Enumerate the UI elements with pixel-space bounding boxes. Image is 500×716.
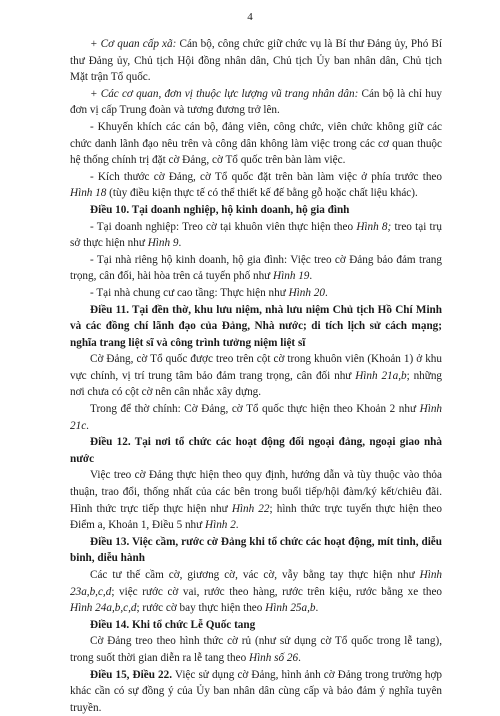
italic-text: Hình 24a,b,c,d bbox=[70, 602, 137, 615]
body-paragraph bbox=[70, 119, 442, 169]
text-run: ; hình thức trực tuyến thực hiện theo Điểm a, Khoản 1, Điều 5 như bbox=[70, 502, 443, 532]
text-run: Cán bộ là chỉ huy đơn vị cấp Trung đoàn và tương đương trở lên. bbox=[70, 87, 443, 117]
italic-text: + Cơ quan cấp xã: bbox=[90, 38, 177, 50]
text-run: Cờ Đảng, cờ Tổ quốc được treo trên cột cờ trong khuôn viên (Khoản 1) ở khu vực chính, vị trí trung tâm bảo đảm trang trọng, cân đối như bbox=[70, 353, 442, 382]
text-run: ; những nơi chưa có cột cờ nên cân nhắc xây dựng. bbox=[70, 369, 443, 399]
italic-text: Hình 23a,b,c,d bbox=[70, 569, 442, 598]
text-run: Các tư thế cầm cờ, giương cờ, vác cờ, vẫy bằng tay thực hiện như bbox=[90, 569, 420, 581]
text-run: . bbox=[235, 519, 239, 532]
text-run: - Tại doanh nghiệp: Treo cờ tại khuôn viên thực hiện theo bbox=[90, 220, 357, 233]
bold-text: Điều 15, Điều 22. bbox=[90, 668, 173, 681]
text-run: Điều 11. Tại đền thờ, khu lưu niệm, nhà lưu niệm Chủ tịch Hồ Chí Minh và các đồng chí lãnh đạo của Đảng, Nhà nước; di tích lịch sử cách mạng; nghĩa trang liệt sĩ và công trình tưởng niệm liệt sĩ bbox=[70, 303, 442, 349]
text-run: . bbox=[86, 419, 89, 432]
document-body bbox=[70, 36, 442, 716]
italic-text: + Các cơ quan, đơn vị thuộc lực lượng vũ trang nhân dân: bbox=[90, 87, 359, 100]
body-paragraph bbox=[70, 36, 442, 86]
body-paragraph bbox=[70, 467, 442, 533]
text-run: . bbox=[315, 602, 319, 615]
italic-text: Hình 21a,b bbox=[355, 369, 407, 382]
body-paragraph bbox=[70, 633, 442, 666]
text-run: Điều 12. Tại nơi tổ chức các hoạt động đối ngoại đảng, ngoại giao nhà nước bbox=[70, 436, 442, 465]
text-run: - Tại nhà riêng hộ kinh doanh, hộ gia đình: Việc treo cờ Đảng bảo đảm trang trọng, cân đối, hài hòa trên cả tuyến phố như bbox=[70, 253, 442, 283]
italic-text: Hình 20 bbox=[288, 286, 325, 299]
italic-text: Hình 25a,b bbox=[265, 602, 316, 615]
body-paragraph bbox=[70, 285, 442, 302]
text-run: Cờ Đảng treo theo hình thức cờ rủ (như sử dụng cờ Tổ quốc trong lễ tang), trong suốt thời gian diễn ra lễ tang theo bbox=[70, 635, 442, 664]
text-run: ; việc rước cờ vai, rước theo hàng, rước trên kiệu, rước bằng xe theo bbox=[111, 585, 442, 598]
article-heading bbox=[70, 617, 442, 634]
page-number: 4 bbox=[247, 11, 253, 23]
italic-text: Hình 9 bbox=[147, 237, 179, 250]
body-paragraph bbox=[70, 169, 442, 202]
text-run: Trong để thờ chính: Cờ Đảng, cờ Tổ quốc thực hiện theo Khoản 2 như bbox=[90, 403, 420, 416]
italic-text: Hình 8; bbox=[356, 220, 392, 233]
article-heading bbox=[70, 302, 442, 352]
text-run: . bbox=[298, 651, 301, 664]
text-run: . bbox=[178, 237, 182, 250]
body-paragraph bbox=[70, 351, 442, 401]
italic-text: Hình 18 bbox=[70, 187, 107, 200]
body-paragraph bbox=[70, 667, 442, 716]
body-paragraph bbox=[70, 401, 442, 434]
article-heading bbox=[70, 534, 442, 567]
article-heading bbox=[70, 434, 442, 467]
italic-text: Hình 21c bbox=[70, 403, 442, 432]
text-run: Cán bộ, công chức giữ chức vụ là Bí thư Đảng ủy, Phó Bí thư Đảng ủy, Chủ tịch Hội đồng nhân dân, Chủ tịch Ủy ban nhân dân, Chủ tịch Mặt trận Tổ quốc. bbox=[70, 38, 443, 84]
text-run: Điều 10. Tại doanh nghiệp, hộ kinh doanh, hộ gia đình bbox=[90, 203, 350, 216]
italic-text: Hình 22 bbox=[231, 502, 270, 515]
body-paragraph bbox=[70, 567, 442, 617]
text-run: Việc sử dụng cờ Đảng, hình ảnh cờ Đảng trong trường hợp khác cần có sự đồng ý của Ủy ban nhân dân cùng cấp và bảo đảm ý nghĩa tuyên truyền. bbox=[70, 668, 443, 714]
text-run: . bbox=[309, 270, 313, 283]
text-run: - Khuyến khích các cán bộ, đảng viên, công chức, viên chức không giữ các chức danh lãnh đạo nêu trên và công dân không làm việc trong các cơ quan thuộc hệ thống chính trị đặt cờ Đảng, cờ Tổ quốc trên bàn làm việc. bbox=[70, 120, 442, 167]
text-run: Việc treo cờ Đảng thực hiện theo quy định, hướng dẫn và tùy thuộc vào thỏa thuận, trao đổi, thống nhất của các bên trong buổi tiếp/hội đàm/ký kết/chiêu đãi. Hình thức trực tiếp thực hiện như bbox=[70, 469, 442, 515]
italic-text: Hình 2 bbox=[205, 519, 236, 532]
article-heading bbox=[70, 202, 442, 219]
text-run: treo tại trụ sở thực hiện như bbox=[70, 220, 442, 250]
text-run: . bbox=[324, 286, 328, 299]
body-paragraph bbox=[70, 219, 442, 252]
body-paragraph bbox=[70, 86, 442, 119]
text-run: - Tại nhà chung cư cao tầng: Thực hiện như bbox=[90, 286, 289, 299]
text-run: (tùy điều kiện thực tế có thể thiết kế đế bằng gỗ hoặc chất liệu khác). bbox=[106, 187, 418, 200]
text-run: - Kích thước cờ Đảng, cờ Tổ quốc đặt trên bàn làm việc ở phía trước theo bbox=[90, 170, 442, 183]
text-run: Điều 13. Việc cầm, rước cờ Đảng khi tổ chức các hoạt động, mít tinh, diễu binh, diễu hành bbox=[70, 535, 442, 565]
body-paragraph bbox=[70, 252, 442, 285]
italic-text: Hình 19 bbox=[273, 270, 310, 283]
text-run: ; rước cờ bay thực hiện theo bbox=[136, 602, 266, 615]
italic-text: Hình số 26 bbox=[248, 651, 299, 664]
text-run: Điều 14. Khi tổ chức Lễ Quốc tang bbox=[90, 618, 256, 631]
